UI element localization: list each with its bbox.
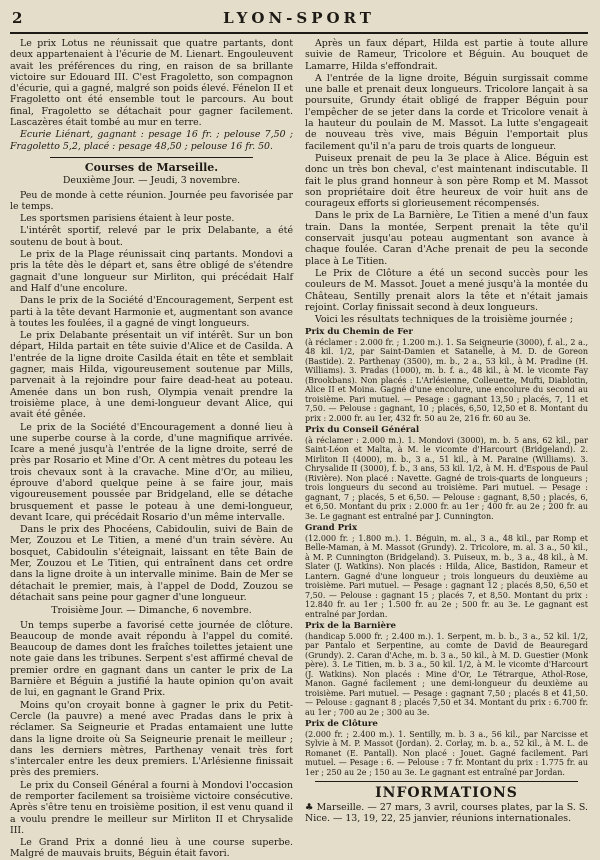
left-column — [10, 38, 293, 860]
paragraph: Le prix de la Société d'Encouragement a donné lieu à une superbe course à la corde, d'une magnifique arrivée. Icare a mené jusqu'à l'entrée de la ligne droite, serré de près par Rosario et Mine d'Or. A cent mètres du poteau les trois chevaux sont à la cravache. Mine d'Or, au milieu, éprouve d'abord quelque peine à se faire jour, mais vigoureusement poussée par Bridgeland, elle se détache brusquement et passe le poteau à une demi-longueur, devant Icare, qui précédait Rosario d'un même intervalle. — [10, 421, 293, 523]
paragraph: Voici les résultats techniques de la troisième journée ; — [315, 314, 574, 326]
race-title: Prix de la Barnière — [305, 621, 396, 632]
paragraph: Le Grand Prix a donné lieu à une course superbe. Malgré de mauvais bruits, Béguin était favori. — [10, 837, 293, 860]
paragraph: Dans le prix de la Société d'Encouragement, Serpent est parti à la tête devant Harmonie et, augmentant son avance à toutes les foulées, il a gagné de vingt longueurs. — [10, 295, 293, 329]
paragraph: Moins qu'on croyait bonne à gagner le prix du Petit-Cercle (la pauvre) a mené avec Pradas dans le prix à réclamer. Sa Seigneurie et Pradas entamaient une lutte dans la ligne droite où Sa Seigneurie prenait le meilleur ; dans les derniers mètres, Parthenay venait très fort s'intercaler entre les deux premiers. L'Arlésienne finissait près des premiers. — [10, 699, 293, 779]
race-text: (12.000 fr. ; 1.800 m.). 1. Béguin, m. al., 3 a., 48 kil., par Romp et Belle-Maman, à M. Massot (Grundy). 2. Tricolore, m. al. 3 a., 50 kil., à M. P. Cunnington (Bridgeland). 3. Puiseux, m. b., 3 a., 48 kil., à M. Slater (J. Watkins). Non placés : Hilda, Alice, Bastidon, Rameur et Lantern. Gagné d'une longueur ; trois longueurs du deuxième au troisième. Pari mutuel. — Pesage : gagnant 12 ; placés 8,50, 6,50 et 7,50. — Pelouse : gagnant 15 ; placés 7, et 8,50. Montant du prix : 12.840 fr. au 1er ; 1.500 fr. au 2e ; 500 fr. au 3e. Le gagnant est entraîné par Jordan. — [305, 533, 588, 619]
race-text: (à réclamer : 2.000 m.). 1. Mondovi (3000), m. b. 5 ans, 62 kil., par Saint-Léon et Malta, à M. le vicomte d'Harcourt (Bridgeland). 2. Mirliton II (4000), m. b., 3 a., 51 kil., à M. Paraine (Williams). 3. Chrysalide II (3000), f. b., 3 ans, 53 kil. 1/2, à M. H. d'Espous de Paul (Rivière). Non placé : Navette. Gagné de trois-quarts de longueurs ; trois longueurs du second au troisième. Pari mutuel. — Pesage : gagnant, 7 ; placés, 5 et 6,50. — Pelouse : gagnant, 8,50 ; placés, 6, et 6,50. Montant du prix : 2.000 fr. au 1er ; 400 fr. au 2e ; 200 fr. au 3e. Le gagnant est entraîné par J. Cunnington. — [305, 435, 588, 521]
article-columns — [10, 38, 588, 860]
race-text: (handicap 5.000 fr. ; 2.400 m.). 1. Serpent, m. b. b., 3 a., 52 kil. 1/2, par Pantalo et Serpentine, au comte de David de Beauregard (Grundy). 2. Caran d'Ache, m. b. 3 a., 50 kil., à M. D. Guestier (Monk père). 3. Le Titien, m. b. 3 a., 50 kil. 1/2, à M. le vicomte d'Harcourt (J. Watkins). Non placés : Mine d'Or, Le Tétrarque, Athol-Rose, Manon. Gagné facilement ; une demi-longueur du deuxième au troisième. Pari mutuel. — Pesage : gagnant 7,50 ; placés 8 et 41,50. — Pelouse : gagnant 8 ; placés 7,50 et 34. Montant du prix : 6.700 fr. au 1er ; 700 au 2e ; 300 au 3e. — [305, 631, 588, 717]
race-title: Prix du Conseil Général — [305, 425, 420, 436]
paragraph: A l'entrée de la ligne droite, Béguin surgissait comme une balle et prenait deux longueurs. Tricolore lançait à sa poursuite, Grundy était obligé de frapper Béguin pour l'empêcher de se jeter dans la corde et Tricolore venait à la hauteur du poulain de M. Massot. La lutte s'engageait de nouveau très vive, mais Béguin l'emportait plus facilement qu'il n'a paru de trois quarts de longueur. — [305, 72, 588, 152]
day-subheading: Troisième Jour. — Dimanche, 6 novembre. — [51, 605, 252, 617]
race-title: Prix de Clôture — [305, 719, 378, 730]
paragraph: Peu de monde à cette réunion. Journée peu favorisée par le temps. — [10, 189, 293, 212]
paragraph: L'intérêt sportif, relevé par le prix Delabante, a été soutenu de bout à bout. — [10, 225, 293, 248]
day-subheading: Deuxième Jour. — Jeudi, 3 novembre. — [62, 175, 241, 187]
information-text: ♣ Marseille. — 27 mars, 3 avril, courses plates, par la S. S. Nice. — 13, 19, 22, 25 janvier, réunions internationales. — [305, 801, 588, 825]
race-title: Prix du Chemin de Fer — [305, 327, 413, 338]
paragraph: Après un faux départ, Hilda est partie à toute allure suivie de Rameur, Tricolore et Béguin. Au bouquet de Lamarre, Hilda s'effondrait. — [305, 38, 588, 72]
section-heading: Courses de Marseille. — [84, 160, 219, 174]
paragraph: Dans le prix des Phocéens, Cabidoulin, suivi de Bain de Mer, Zouzou et Le Titien, a mené d'un train sévère. Au bosquet, Cabidoulin s'éteignait, laissant en tête Bain de Mer, Zouzou et Le Titien, qui entraînent dans cet ordre dans la ligne droite à un intervalle minime. Bain de Mer se détachait le premier, mais, à l'appel de Dodd, Zouzou se détachait sans peine pour gagner d'une longueur. — [10, 524, 293, 603]
divider — [315, 781, 578, 782]
paragraph: Puiseux prenait de peu la 3e place à Alice. Béguin est donc un très bon cheval, c'est maintenant indiscutable. Il fait le plus grand honneur à son père Romp et M. Massot son propriétaire doit être heureux de voir huit ans de courageux efforts si glorieusement récompensés. — [305, 152, 588, 210]
paragraph: Ecurie Liénart, gagnant : pesage 16 fr. ; pelouse 7,50 ; Fragoletto 5,2, placé : pesage 48,50 ; pelouse 16 fr. 50. — [10, 129, 293, 152]
paragraph: Le prix de la Plage réunissait cinq partants. Mondovi a pris la tête dès le départ et, sans être obligé de s'étendre gagnait d'une longueur sur Mirliton, qui précédait Half and Half d'une encolure. — [10, 249, 293, 294]
race-results — [305, 328, 588, 777]
paragraph: Les sportsmen parisiens étaient à leur poste. — [20, 213, 235, 225]
newspaper-title: LYON-SPORT — [223, 9, 375, 27]
race-title: Grand Prix — [305, 523, 358, 534]
masthead — [10, 6, 588, 34]
informations-heading: INFORMATIONS — [375, 785, 518, 802]
paragraph: Un temps superbe a favorisé cette journée de clôture. Beaucoup de monde avait répondu à l'appel du comité. Beaucoup de dames dont les fraîches toilettes jetaient une note gaie dans les tribunes. Serpent s'est affirmé cheval de premier ordre en gagnant dans un canter le prix de La Barnière et Béguin a justifié la haute opinion qu'on avait de lui, en gagnant le Grand Prix. — [10, 619, 293, 699]
race-text: (à réclamer : 2.000 fr. ; 1.200 m.). 1. Sa Seigneurie (3000), f. al., 2 a., 48 kil. 1/2, par Saint-Damien et Satanelle, à M. D. de Goreon (Bastide). 2. Parthenay (3500), m. b., 2 a., 53 kil., à M. Pradine (H. Williams). 3. Pradas (1000), m. b. f. a., 48 kil., à M. le vicomte Fay (Brookbans). Non placés : L'Arlésienne, Colleuette, Mufti, Diablotin, Alice II et Moina. Gagné d'une encolure, une encolure du second au troisième. Pari mutuel. — Pesage : gagnant 13,50 ; placés, 7, 11 et 7,50. — Pelouse : gagnant, 10 ; placés, 6,50, 12,50 et 8. Montant du prix : 2.000 fr. au 1er, 432 fr. 50 au 2e, 216 fr. 60 au 3e. — [305, 337, 588, 423]
paragraph: Le prix Lotus ne réunissait que quatre partants, dont deux appartenaient à l'écurie de M. Lienart. Engouleuvent avait les préférences du ring, en raison de sa brillante victoire sur Edouard III. C'est Fragoletto, son compagnon d'écurie, qui a gagné, malgré son poids élevé. Fénelon II et Fragoletto ont été ensemble tout le parcours. Au bout final, Fragoletto se détachait pour gagner facilement. Lascazères était tombé au mur en terre. — [10, 38, 293, 129]
race-text: (2.000 fr. ; 2.400 m.). 1. Sentilly, m. b. 3 a., 56 kil., par Narcisse et Sylvie à M. P. Massot (Jordan). 2. Corlay, m. b. a., 52 kil., à M. L. de Romanet (E. Pantall). Non placé : Jouet. Gagné facilement. Pari mutuel. — Pesage : 6. — Pelouse : 7 fr. Montant du prix : 1.775 fr. au 1er ; 250 au 2e ; 150 au 3e. Le gagnant est entraîné par Jordan. — [305, 729, 588, 777]
divider — [50, 157, 253, 158]
paragraph: Le prix Delabante présentait un vif intérêt. Sur un bon départ, Hilda partait en tête suivie d'Alice et de Casilda. A l'entrée de la ligne droite Casilda était en tête et semblait gagner, mais Hilda, vigoureusement soutenue par Mills, parvenait à la rejoindre pour faire dead-heat au poteau. Amenée dans un bon rush, Olympia venait prendre la troisième place, à une demi-longueur devant Alice, qui avait été gênée. — [10, 330, 293, 421]
page-number: 2 — [12, 9, 23, 27]
paragraph: Dans le prix de La Barnière, Le Titien a mené d'un faux train. Dans la montée, Serpent prenait la tête qu'il conservait jusqu'au poteau augmentant son avance à chaque foulée. Caran d'Ache prenait de peu la seconde place à Le Titien. — [305, 210, 588, 267]
paragraph: Le Prix de Clôture a été un second succès pour les couleurs de M. Massot. Jouet a mené jusqu'à la montée du Château, Sentilly prenait alors la tête et n'était jamais rejoint. Corlay finissait second à deux longueurs. — [305, 267, 588, 313]
right-column — [305, 38, 588, 823]
paragraph: Le prix du Conseil Général a fourni à Mondovi l'occasion de remporter facilement sa troisième victoire consécutive. Après s'être tenu en troisième position, il est venu quand il a voulu prendre le meilleur sur Mirliton II et Chrysalide III. — [10, 779, 293, 836]
